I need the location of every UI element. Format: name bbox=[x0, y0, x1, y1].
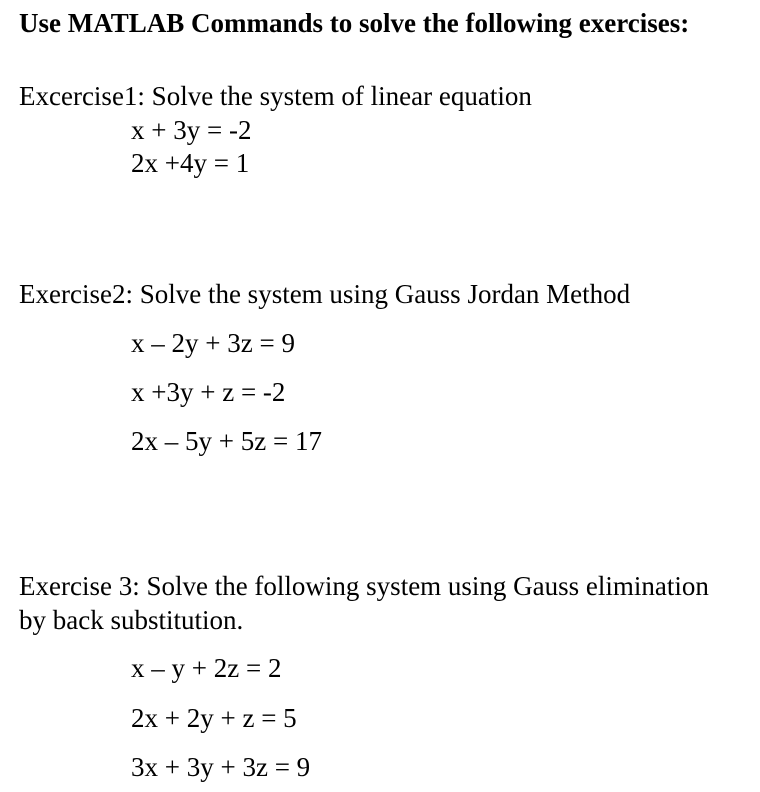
exercise-3-equation: 2x + 2y + z = 5 bbox=[131, 703, 297, 733]
exercise-3-title-continued: by back substitution. bbox=[19, 605, 244, 635]
exercise-3-equation: 3x + 3y + 3z = 9 bbox=[131, 752, 311, 782]
exercise-2-equation: x +3y + z = -2 bbox=[131, 377, 286, 407]
exercise-3-title: Exercise 3: Solve the following system using Gauss elimination bbox=[19, 571, 709, 601]
exercise-1-title: Excercise1: Solve the system of linear equation bbox=[19, 81, 532, 111]
page-heading: Use MATLAB Commands to solve the following exercises: bbox=[19, 8, 690, 38]
exercise-3-equation: x – y + 2z = 2 bbox=[131, 653, 282, 683]
exercise-2-equation: 2x – 5y + 5z = 17 bbox=[131, 426, 322, 456]
exercise-2-title: Exercise2: Solve the system using Gauss Jordan Method bbox=[19, 279, 631, 309]
exercise-1-equation: x + 3y = -2 bbox=[131, 115, 252, 145]
exercise-1-equation: 2x +4y = 1 bbox=[131, 148, 250, 178]
exercise-2-equation: x – 2y + 3z = 9 bbox=[131, 328, 295, 358]
